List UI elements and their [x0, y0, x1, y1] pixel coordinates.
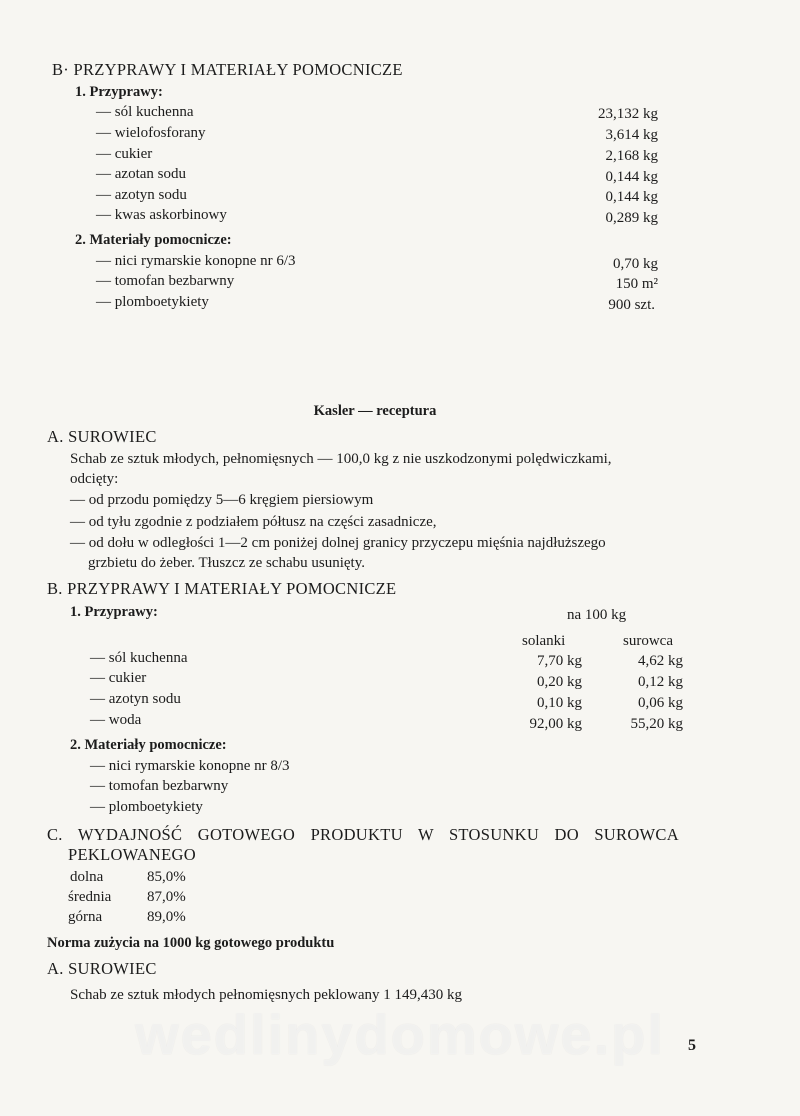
- list-item-qty: 23,132 kg: [598, 106, 658, 122]
- brine-qty: 7,70 kg: [537, 653, 582, 669]
- yield-label: dolna: [70, 869, 104, 885]
- section-b2-aux-title: 2. Materiały pomocnicze:: [70, 737, 227, 753]
- raw-qty: 55,20 kg: [630, 716, 683, 732]
- list-item-qty: 0,144 kg: [605, 189, 658, 205]
- list-item: — cukier: [90, 670, 147, 686]
- list-item: — tomofan bezbarwny: [96, 273, 235, 289]
- list-item: — wielofosforany: [96, 125, 206, 141]
- paragraph-line: odcięty:: [70, 471, 119, 487]
- column-header-brine: solanki: [522, 633, 566, 649]
- list-item: — kwas askorbinowy: [96, 207, 227, 223]
- list-item-qty: 150 m²: [615, 276, 658, 292]
- list-item: — azotyn sodu: [96, 187, 187, 203]
- paragraph-line: Schab ze sztuk młodych, pełnomięsnych — 100,0 kg z nie uszkodzonymi polędwiczkami,: [70, 451, 612, 467]
- section-b2-spices-title: 1. Przyprawy:: [70, 604, 158, 620]
- brine-qty: 0,10 kg: [537, 695, 582, 711]
- page-number: 5: [688, 1037, 696, 1054]
- list-item: — plomboetykiety: [96, 294, 209, 310]
- yield-value: 89,0%: [147, 909, 186, 925]
- list-item: — sól kuchenna: [96, 104, 194, 120]
- list-item: — woda: [90, 712, 142, 728]
- brine-qty: 92,00 kg: [529, 716, 582, 732]
- section-c-heading: C. WYDAJNOŚĆ GOTOWEGO PRODUKTU W STOSUNKU DO SUROWCA: [47, 825, 679, 844]
- column-header-raw: surowca: [623, 633, 673, 649]
- section-b1-aux-title: 2. Materiały pomocnicze:: [75, 232, 232, 248]
- raw-qty: 0,06 kg: [638, 695, 683, 711]
- norm-title: Norma zużycia na 1000 kg gotowego produktu: [47, 935, 335, 951]
- list-item-qty: 3,614 kg: [605, 127, 658, 143]
- section-b1-heading: B· PRZYPRAWY I MATERIAŁY POMOCNICZE: [52, 60, 403, 79]
- paragraph-line: — od przodu pomiędzy 5—6 kręgiem piersiowym: [70, 492, 374, 508]
- paragraph-line: grzbietu do żeber. Tłuszcz ze schabu usunięty.: [88, 555, 365, 571]
- list-item-qty: 0,144 kg: [605, 169, 658, 185]
- list-item: — sól kuchenna: [90, 650, 188, 666]
- list-item: — nici rymarskie konopne nr 6/3: [96, 253, 296, 269]
- list-item: — azotan sodu: [96, 166, 186, 182]
- list-item-qty: 900 szt.: [608, 297, 655, 313]
- raw-qty: 0,12 kg: [638, 674, 683, 690]
- section-c-heading-cont: PEKLOWANEGO: [68, 845, 196, 864]
- list-item-qty: 0,289 kg: [605, 210, 658, 226]
- list-item-qty: 0,70 kg: [613, 256, 658, 272]
- list-item: — nici rymarskie konopne nr 8/3: [90, 758, 290, 774]
- paragraph-line: Schab ze sztuk młodych pełnomięsnych peklowany 1 149,430 kg: [70, 987, 463, 1003]
- list-item: — cukier: [96, 146, 153, 162]
- yield-value: 85,0%: [147, 869, 186, 885]
- raw-qty: 4,62 kg: [638, 653, 683, 669]
- recipe-title: Kasler — receptura: [313, 403, 437, 419]
- yield-value: 87,0%: [147, 889, 186, 905]
- list-item: — azotyn sodu: [90, 691, 181, 707]
- per-amount-label: na 100 kg: [567, 607, 627, 623]
- section-a-heading: A. SUROWIEC: [47, 427, 157, 446]
- paragraph-line: — od tyłu zgodnie z podziałem półtusz na części zasadnicze,: [70, 514, 437, 530]
- list-item: — tomofan bezbarwny: [90, 778, 229, 794]
- list-item-qty: 2,168 kg: [605, 148, 658, 164]
- watermark: wedlinydomowe.pl: [135, 1003, 665, 1066]
- section-a2-heading: A. SUROWIEC: [47, 959, 157, 978]
- section-b2-heading: B. PRZYPRAWY I MATERIAŁY POMOCNICZE: [47, 579, 397, 598]
- paragraph-line: — od dołu w odległości 1—2 cm poniżej dolnej granicy przyczepu mięśnia najdłuższego: [70, 535, 606, 551]
- yield-label: średnia: [68, 889, 112, 905]
- yield-label: górna: [68, 909, 103, 925]
- list-item: — plomboetykiety: [90, 799, 203, 815]
- brine-qty: 0,20 kg: [537, 674, 582, 690]
- section-b1-spices-title: 1. Przyprawy:: [75, 84, 163, 100]
